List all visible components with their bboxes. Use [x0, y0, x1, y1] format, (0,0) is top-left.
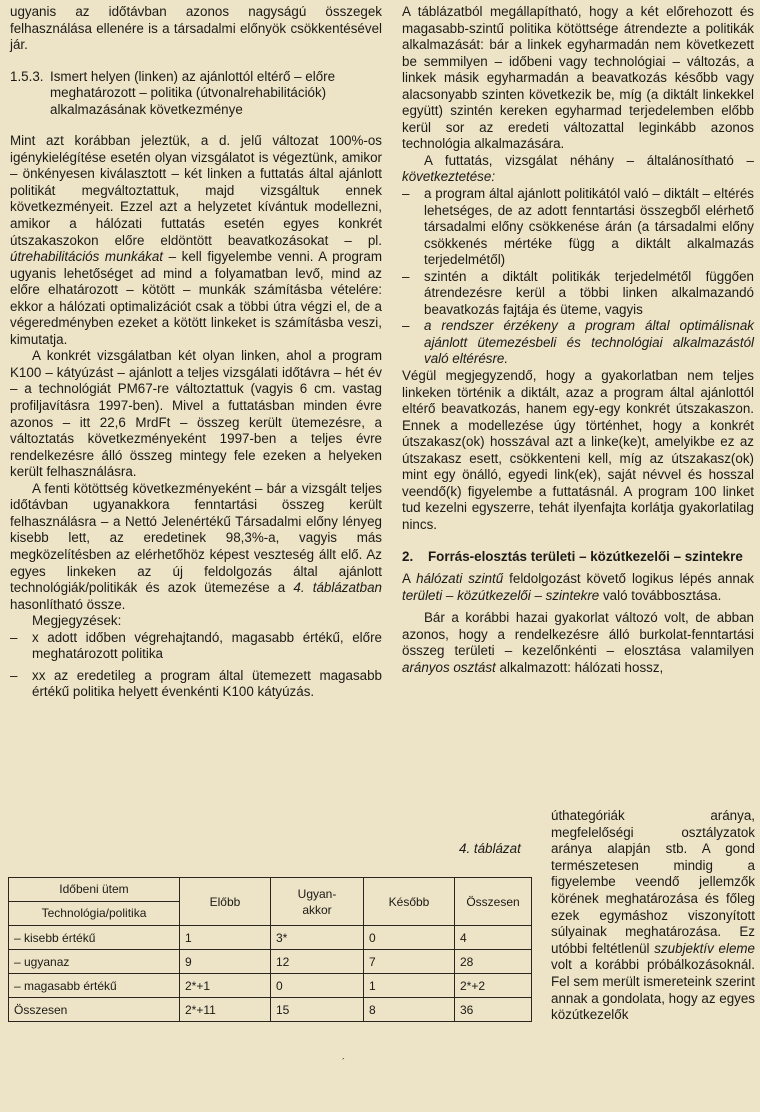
table-cell: 12: [271, 950, 364, 974]
section-number: 2.: [402, 548, 414, 564]
paragraph: A konkrét vizsgálatban két olyan linken, ahol a program K100 – kátyúzást – ajánlott a teljes vizsgálati időtávra – hét év – a technológiát PM67-re változtattuk (vagyis 6 cm. vastag profiljavításra 1997-ben). Mivel a futtatásban minden évre azonos – itt 22,6 MrdFt – összeg került ütemezésre, a változtatás következményeként 1997-ben a teljes évre rendelkezésre álló összeg mintegy fele ezeken a helyeken került felhasználásra.: [10, 348, 382, 480]
row-label: – kisebb értékű: [9, 926, 180, 950]
column-header: Ugyan- akkor: [271, 878, 364, 926]
table-cell: 7: [364, 950, 455, 974]
section-heading: [10, 69, 382, 119]
header-corner-cell: [9, 878, 180, 926]
column-header: Összesen: [455, 878, 532, 926]
note-item: – x adott időben végrehajtandó, magasabb értékű, előre meghatározott politika: [10, 629, 382, 662]
table-cell: 1: [364, 974, 455, 998]
table-cell: 15: [271, 998, 364, 1022]
table-cell: 2*+11: [180, 998, 271, 1022]
table-cell: 36: [455, 998, 532, 1022]
data-table: [8, 877, 532, 1022]
section-title: Forrás-elosztás területi – közútkezelői – szintekre: [428, 548, 743, 564]
paragraph: ugyanis az időtávban azonos nagyságú összegek felhasználása ellenére is a társadalmi előnyök csökkentésével jár.: [10, 4, 382, 53]
wrapped-paragraph: úthategóriák aránya, megfelelőségi osztályzatok aránya alapján stb. A gond természetesen mindig a figyelembe veendő jellemzők körének meghatározása és főleg ezek egymáshoz viszonyított súlyainak meghatározása. Ez utóbbi feltétlenül szubjektív eleme volt a korábbi próbálkozásoknál. Fel sem merült ismereteink szerint annak a gondolata, hogy az egyes közútkezelők: [551, 808, 755, 1023]
table-row: [9, 950, 532, 974]
section-heading: [402, 549, 754, 566]
row-label: – magasabb értékű: [9, 974, 180, 998]
table-row: [9, 926, 532, 950]
table-cell: 8: [364, 998, 455, 1022]
column-header: Előbb: [180, 878, 271, 926]
table-cell: 0: [271, 974, 364, 998]
header-time-label: Időbeni ütem: [9, 878, 179, 902]
note-item: – xx az eredetileg a program által ütemezett magasabb értékű politika helyett évenkénti K100 kátyúzás.: [10, 667, 382, 700]
bullet-item: – szintén a diktált politikák terjedelmétől függően átrendezésre kerül a többi linken alkalmazandó beavatkozás fajtája és üteme, vagyis: [402, 268, 754, 317]
paragraph: A futtatás, vizsgálat néhány – általánosítható – következtetése:: [402, 152, 754, 185]
section-title: Ismert helyen (linken) az ajánlottól eltérő – előre meghatározott – politika (útvonalrehabilitációk) alkalmazásának következménye: [50, 68, 336, 117]
header-technology-label: Technológia/politika: [41, 906, 147, 920]
column-header: Később: [364, 878, 455, 926]
paragraph: A fenti kötöttség következményeként – bár a vizsgált teljes időtávban ugyanakkora fenntartási összeg került felhasználásra – a Nettó Jelenértékű Társadalmi előny lényeg kisebb lett, az eredetinek 98,3%-a, vagyis más megközelítésben az elérhetőhöz képest veszteség állt elő. Az egyes linkeken az új feldolgozás által ajánlott technológiák/politikák és azok ütemezése a 4. táblázatban hasonlítható össze.: [10, 480, 382, 612]
paragraph: A hálózati szintű feldolgozást követő logikus lépés annak területi – közútkezelői – szintekre való továbbosztása.: [402, 571, 754, 603]
table-total-row: [9, 998, 532, 1022]
row-label: Összesen: [9, 998, 180, 1022]
stray-mark: ´: [342, 1057, 345, 1067]
table-cell: 1: [180, 926, 271, 950]
table-cell: 9: [180, 950, 271, 974]
table-cell: 3*: [271, 926, 364, 950]
table-cell: 2*+1: [180, 974, 271, 998]
paragraph: Mint azt korábban jeleztük, a d. jelű változat 100%-os igénykielégítése esetén olyan vizsgálatot is végeztünk, amikor – önkényesen kiválasztott – két linken a futtatás által ajánlott politikát megváltoztattuk, majd vizsgáltuk ennek következményeit. Ezzel azt a helyzetet kívántuk modellezni, amikor a hálózati futtatás esetén egyes konkrét útszakaszokon előre eldöntött beavatkozásokat – pl. útrehabilitációs munkákat – kell figyelembe venni. A program ugyanis lehetőséget ad mind a folyamatban levő, mind az előre elhatározott – kötött – munkák számításba vételére: ekkor a hálózati optimalizációt csak a többi útra végzi el, de a végeredményben ezeket a kötött linkeket is számításba veszi, kimutatja.: [10, 133, 382, 347]
table-cell: 4: [455, 926, 532, 950]
left-column: [10, 4, 382, 701]
table-caption: 4. táblázat: [459, 841, 521, 856]
paragraph: Végül megjegyzendő, hogy a gyakorlatban nem teljes linkeken történik a diktált, azaz a program által ajánlottól eltérő beavatkozás, hanem egy-egy konkrét útszakaszon. Ennek a modellezése úgy történhet, hogy a konkrét útszakasz(ok) hosszával azt a linke(ke)t, amelyikbe ez az útszakasz esett, csökkenteni kell, míg az útszakasz(ok) mint egy önálló, egyedi link(ek), saját névvel és hosszal veendő(k) figyelembe a futtatásnál. A program 100 linket tud kezelni egyszerre, tehát ilyenfajta korlátja gyakorlatilag nincs.: [402, 368, 754, 532]
right-column: [402, 4, 754, 676]
paragraph: Bár a korábbi hazai gyakorlat változó volt, de abban azonos, hogy a rendelkezésre álló burkolat-fenntartási összeg területi – kezelőnkénti – elosztása valamilyen arányos osztást alkalmazott: hálózati hossz,: [402, 610, 754, 675]
table-cell: 28: [455, 950, 532, 974]
bullet-item: – a rendszer érzékeny a program által optimálisnak ajánlott ütemezésbeli és technológiai alkalmazástól való eltérésre.: [402, 318, 754, 367]
table-cell: 0: [364, 926, 455, 950]
table-cell: 2*+2: [455, 974, 532, 998]
section-number: 1.5.3.: [10, 68, 44, 84]
table-row: [9, 974, 532, 998]
paragraph: A táblázatból megállapítható, hogy a két előrehozott és magasabb-szintű politika kötöttsége átrendezte a politikák alkalmazását: bár a linkek egyharmadán nem következett be semmilyen – időbeni vagy technológiai – változás, a linkek másik egyharmadán a beavatkozás később vagy alacsonyabb szinten következik be, míg (a diktált linkekkel együtt) szintén kereken egyharmad terjedelemben előbb kerül sor az eredeti változattal leginkább azonos technológia alkalmazására.: [402, 4, 754, 152]
row-label: – ugyanaz: [9, 950, 180, 974]
notes-title: Megjegyzések:: [32, 613, 122, 629]
bullet-item: – a program által ajánlott politikától való – diktált – eltérés lehetséges, de az adott fenntartási összegből elérhető társadalmi előny csökkenése árán (a társadalmi előny csökkenés mértéke függ a diktált alkalmazás terjedelmétől): [402, 186, 754, 268]
